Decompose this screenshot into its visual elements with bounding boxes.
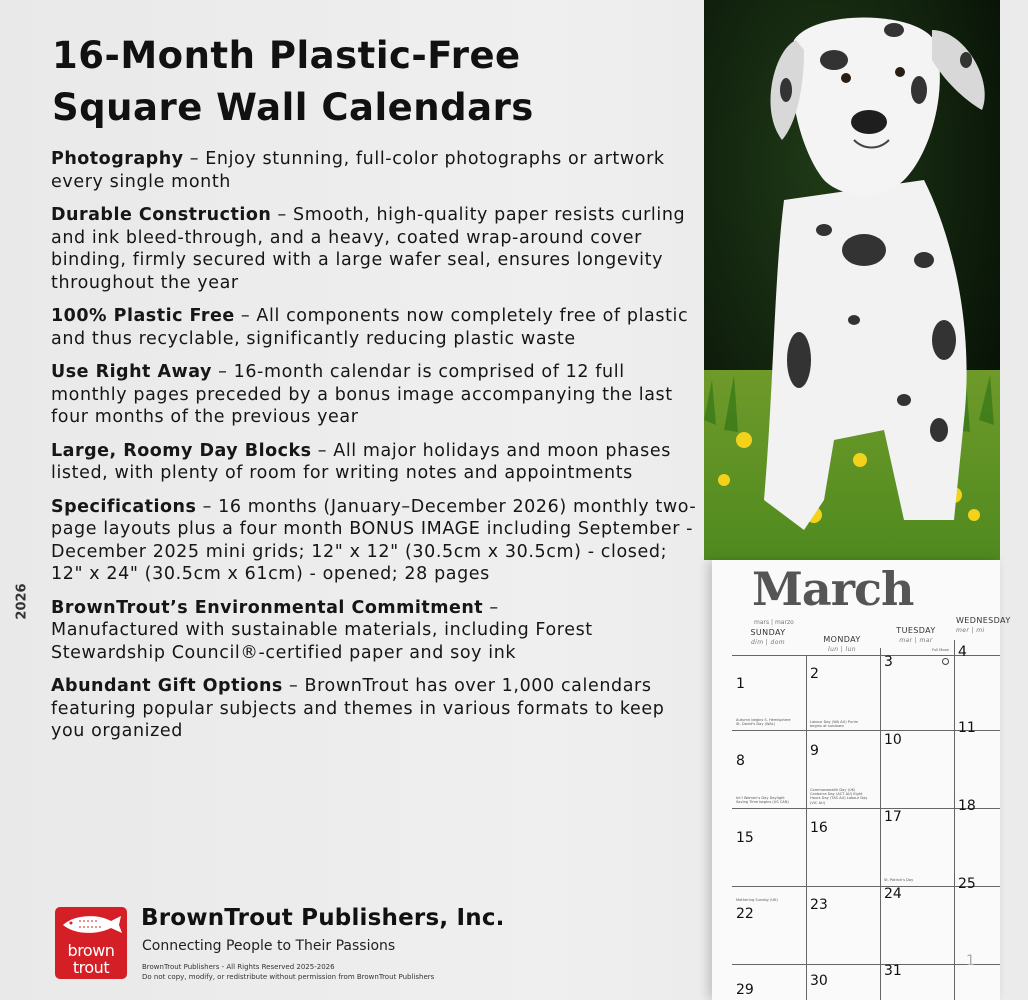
- feature-heading: Use Right Away: [51, 362, 212, 382]
- day-sub: lun | lun: [828, 646, 856, 653]
- copyright-line-1: BrownTrout Publishers - All Rights Reserved 2025-2026: [142, 963, 335, 971]
- day-header-tuesday: [880, 626, 952, 644]
- publisher-name: BrownTrout Publishers, Inc.: [141, 905, 505, 931]
- title-line-1: 16-Month Plastic-Free: [52, 34, 521, 77]
- logo-word-trout: trout: [72, 958, 110, 977]
- day-29: 29: [736, 982, 754, 998]
- note-sun8: Int'l Women's Day Daylight Saving Time begins (US CAN): [736, 796, 789, 805]
- day-15: 15: [736, 830, 754, 846]
- feature-specifications: [51, 496, 701, 586]
- calendar-page: [712, 560, 1011, 1000]
- feature-durable-construction: [51, 204, 691, 294]
- note-full-moon: Full Moon: [932, 648, 950, 652]
- feature-text: – 16-month calendar is comprised of 12 full monthly pages preceded by a bonus image accompanying the last four months of the previous year: [51, 362, 673, 427]
- grid-line: [806, 655, 807, 1000]
- day-sub: dim | dom: [750, 639, 786, 646]
- feature-heading: BrownTrout’s Environmental Commitment: [51, 597, 484, 618]
- day-4: 4: [958, 644, 967, 660]
- grid-line: [880, 648, 881, 1000]
- day-16: 16: [810, 820, 828, 836]
- copyright-line-2: Do not copy, modify, or redistribute without permission from BrownTrout Publishers: [142, 973, 435, 981]
- note-sun22: Mothering Sunday (UK): [736, 898, 778, 902]
- day-sub: mer | mi: [956, 627, 985, 634]
- day-10: 10: [884, 732, 902, 748]
- grid-line: [732, 964, 1000, 965]
- feature-heading: Specifications: [51, 496, 197, 517]
- day-header-monday: [806, 635, 878, 653]
- publisher-tagline: Connecting People to Their Passions: [142, 938, 396, 954]
- feature-use-right-away: [51, 361, 691, 429]
- grid-line: [954, 640, 955, 1000]
- day-name: MONDAY: [823, 635, 861, 644]
- dog-photo: [704, 0, 1000, 560]
- note-sun1: Autumn begins S. Hemisphere St. David's Day (WAL): [736, 718, 791, 727]
- day-header-wednesday: [956, 616, 1028, 634]
- day-3: 3: [884, 654, 893, 670]
- feature-text: – 16 months (January–December 2026) monthly two-page layouts plus a four month BONUS IMAGE including September - December 2025 mini grids; 12" x 12" (30.5cm x 30.5cm) - closed; 12" x 24" (30.5cm x 61cm) - opened; 28 pages: [51, 496, 697, 584]
- day-22: 22: [736, 906, 754, 922]
- feature-heading: Abundant Gift Options: [51, 676, 283, 696]
- feature-heading: 100% Plastic Free: [51, 306, 235, 326]
- calendar-month-sub: mars | marzo: [754, 619, 794, 626]
- feature-photography: [51, 148, 691, 193]
- feature-text: – Smooth, high-quality paper resists curling and ink bleed-through, and a heavy, coated wrap-around cover binding, firmly secured with a large wafer seal, ensures longevity throughout the year: [51, 205, 686, 293]
- publisher-copyright: [142, 962, 502, 982]
- day-2: 2: [810, 666, 819, 682]
- feature-gift-options: [51, 675, 691, 743]
- browntrout-logo: [55, 907, 127, 979]
- day-30: 30: [810, 973, 828, 989]
- day-9: 9: [810, 743, 819, 759]
- feature-heading: Durable Construction: [51, 205, 272, 225]
- feature-heading: Large, Roomy Day Blocks: [51, 440, 312, 461]
- feature-list: [51, 148, 697, 754]
- calendar-month: March: [752, 562, 914, 616]
- day-name: WEDNESDAY: [956, 616, 1011, 625]
- day-header-sunday: [732, 628, 804, 646]
- feature-text: – BrownTrout has over 1,000 calendars featuring popular subjects and themes in various formats to keep you organized: [51, 676, 665, 741]
- great-dane-puppy-image: [704, 0, 1000, 560]
- day-sub: mar | mar: [899, 637, 933, 644]
- calendar-year: 2026: [14, 583, 30, 620]
- feature-text: – All components now completely free of plastic and thus recyclable, significantly reducing plastic waste: [51, 306, 689, 349]
- title-line-2: Square Wall Calendars: [52, 86, 534, 129]
- feature-plastic-free: [51, 305, 691, 350]
- feature-text: – Manufactured with sustainable materials, including Forest Stewardship Council®-certified paper and soy ink: [51, 597, 593, 663]
- note-tue17: St. Patrick's Day: [884, 878, 914, 882]
- note-mon9: Commonwealth Day (UK) Canberra Day (ACT AU) Eight Hours Day (TAS AU) Labour Day (VIC AU): [810, 788, 868, 805]
- full-moon-icon: [942, 658, 949, 665]
- trout-icon: [55, 907, 127, 941]
- feature-text: – All major holidays and moon phases listed, with plenty of room for writing notes and appointments: [51, 440, 671, 483]
- day-18: 18: [958, 798, 976, 814]
- day-25: 25: [958, 876, 976, 892]
- day-8: 8: [736, 753, 745, 769]
- day-1: 1: [736, 676, 745, 692]
- day-24: 24: [884, 886, 902, 902]
- feature-environmental: [51, 597, 611, 665]
- day-name: SUNDAY: [750, 628, 786, 637]
- feature-text: – Enjoy stunning, full-color photographs or artwork every single month: [51, 149, 665, 192]
- page-title: [52, 30, 692, 134]
- note-mon2: Labour Day (WA AU) Purim begins at sundown: [810, 720, 859, 729]
- logo-word-brown: brown: [67, 941, 115, 960]
- day-23: 23: [810, 897, 828, 913]
- feature-heading: Photography: [51, 149, 184, 169]
- day-name: TUESDAY: [896, 626, 936, 635]
- day-31: 31: [884, 963, 902, 979]
- day-17: 17: [884, 809, 902, 825]
- feature-day-blocks: [51, 440, 691, 485]
- day-11: 11: [958, 720, 976, 736]
- day-next-1: 1: [966, 953, 975, 969]
